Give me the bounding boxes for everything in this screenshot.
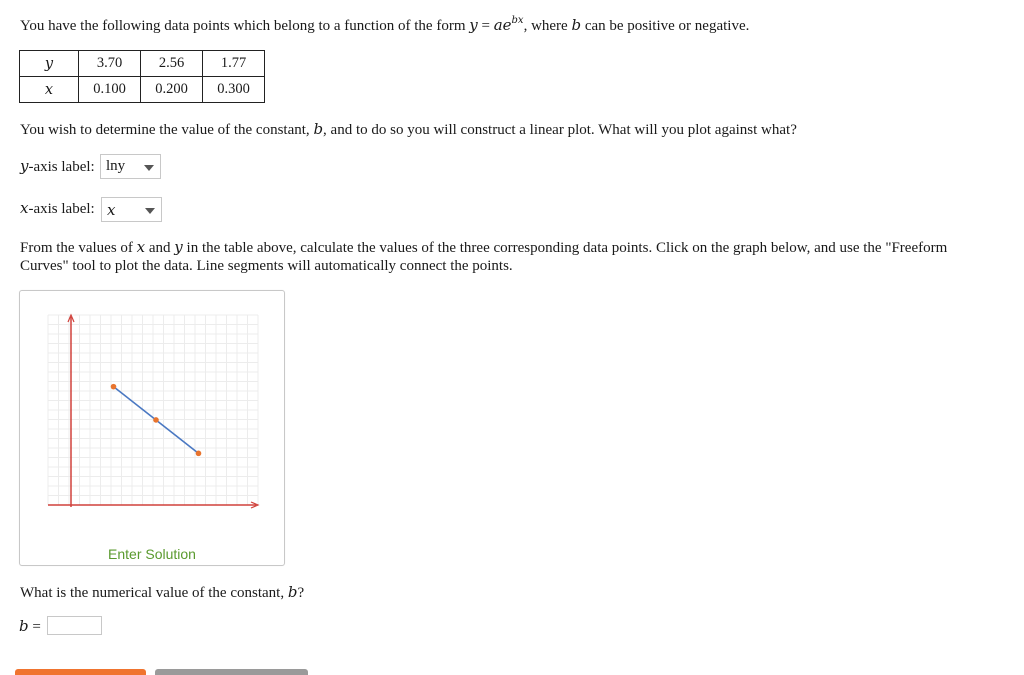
enter-solution-link[interactable]: Enter Solution [108,546,196,562]
table-header-x: x [20,77,79,103]
secondary-button[interactable] [155,669,308,675]
table-row-x [20,77,265,103]
graph-panel[interactable] [19,290,285,566]
table-cell: 0.200 [141,77,203,103]
x-axis-var: x [20,199,29,217]
table-cell: 3.70 [79,51,141,77]
answer-var-b: b [19,617,29,635]
x-axis-label [20,199,95,218]
chevron-down-icon [145,208,155,214]
formula-y: y [469,16,478,34]
graph-canvas[interactable] [20,291,284,541]
plot-point [196,451,202,457]
var-x: x [136,238,146,256]
x-axis-select[interactable] [101,197,162,222]
intro-text-mid: , where [523,18,572,34]
instructions-text: in the table above, calculate the values of the three corresponding data points. Click on the graph below, and use the "Freeform Curves" tool to plot the data. Line segments will automatically connect the points. [20,240,948,274]
b-value-input[interactable] [47,616,102,635]
question-plot-axes [20,120,797,139]
var-y: y [174,238,183,256]
question1-text: You wish to determine the value of the constant, [20,122,314,138]
answer-label [19,617,41,636]
intro-text-after: can be positive or negative. [581,18,750,34]
question-constant-b [20,583,304,602]
graph-instructions [20,238,995,275]
instructions-text: From the values of [20,240,137,256]
table-row-y [20,51,265,77]
var-b: b [313,120,324,138]
answer-equals: = [28,619,41,635]
var-b: b [287,583,298,601]
table-cell: 0.300 [203,77,265,103]
problem-statement [20,15,749,35]
plot-point [111,384,117,390]
plot-point [153,417,159,423]
table-cell: 1.77 [203,51,265,77]
y-axis-label [20,157,95,176]
chevron-down-icon [144,165,154,171]
instructions-text: and [145,240,175,256]
question1-text-after: , and to do so you will construct a linear plot. What will you plot against what? [323,122,797,138]
y-axis-selected-value: lny [106,158,126,174]
plot-line-segment [114,387,157,420]
submit-button[interactable] [15,669,146,675]
data-table [19,50,265,103]
x-axis-label-text: -axis label: [28,201,95,217]
table-cell: 2.56 [141,51,203,77]
question2-text: What is the numerical value of the constant, [20,585,288,601]
var-b: b [571,16,582,34]
y-axis-var: y [20,157,29,175]
table-cell: 0.100 [79,77,141,103]
intro-text: You have the following data points which belong to a function of the form [20,18,470,34]
question2-text-after: ? [297,585,305,601]
formula-equals: = [477,18,494,34]
y-axis-select[interactable] [100,154,161,179]
table-header-y: y [20,51,79,77]
y-axis-label-text: -axis label: [28,159,95,175]
x-axis-selected-value: x [107,201,116,219]
formula-base: ae [493,16,512,34]
formula-exponent: bx [511,15,524,26]
